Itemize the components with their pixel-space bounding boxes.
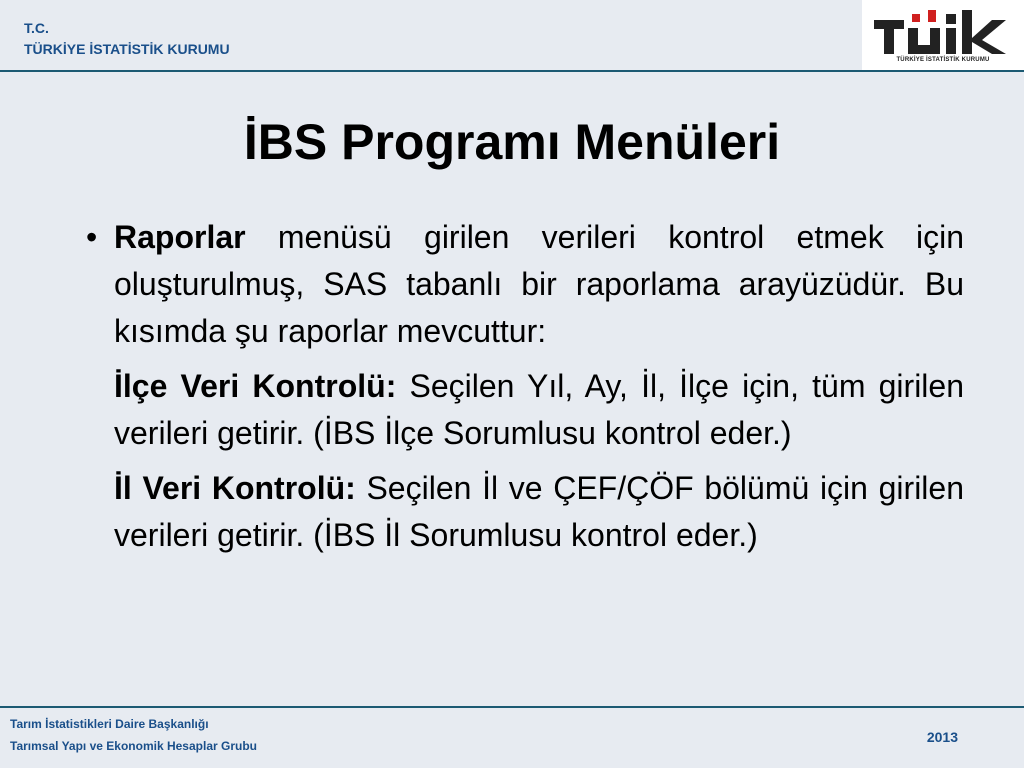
paragraph-ilce-veri-kontrolu: [84, 363, 964, 457]
sub1-label: İlçe Veri Kontrolü:: [114, 368, 397, 404]
slide-title: İBS Programı Menüleri: [243, 114, 781, 170]
logo-caption: TÜRKİYE İSTATİSTİK KURUMU: [896, 57, 990, 63]
tuik-logo-icon: [872, 6, 1014, 56]
sub2-label: İl Veri Kontrolü:: [114, 470, 356, 506]
org-line-name: TÜRKİYE İSTATİSTİK KURUMU: [24, 41, 230, 57]
org-line-tc: T.C.: [24, 20, 49, 36]
bullet-label: Raporlar: [114, 219, 246, 255]
sub2-text: Seçilen İl ve ÇEF/ÇÖF bölümü için girilen verileri getirir. (İBS İl Sorumlusu kontrol eder.): [114, 470, 965, 553]
bullet-dot-icon: •: [86, 219, 98, 255]
bullet-text: menüsü girilen verileri kontrol etmek için oluşturulmuş, SAS tabanlı bir raporlama arayüzüdür. Bu kısımda şu raporlar mevcuttur:: [114, 219, 964, 349]
footer-line-1: Tarım İstatistikleri Daire Başkanlığı: [10, 717, 209, 731]
footer-department: [10, 713, 257, 757]
bullet-raporlar: [84, 214, 964, 355]
header-divider: [0, 70, 1024, 72]
organization-block: [24, 18, 230, 60]
tuik-logo: [862, 0, 1024, 70]
sub1-text: Seçilen Yıl, Ay, İl, İlçe için, tüm girilen verileri getirir. (İBS İlçe Sorumlusu kontrol eder.): [114, 368, 965, 451]
footer-line-2: Tarımsal Yapı ve Ekonomik Hesaplar Grubu: [10, 739, 257, 753]
slide-header: [0, 0, 1024, 72]
footer-year: 2013: [926, 729, 958, 745]
footer-divider: [0, 706, 1024, 708]
paragraph-il-veri-kontrolu: [84, 465, 964, 559]
slide-content: [84, 214, 964, 559]
